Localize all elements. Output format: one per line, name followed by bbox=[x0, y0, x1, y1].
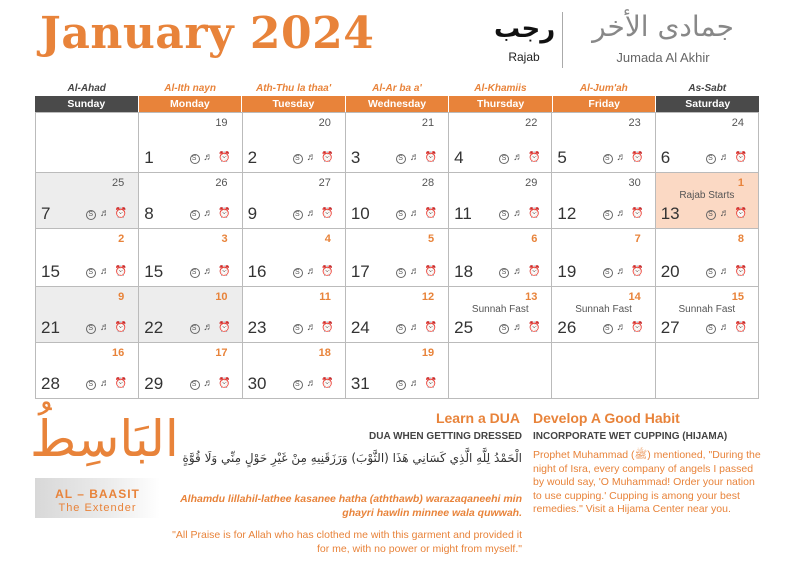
hijri-date: 18 bbox=[318, 347, 331, 359]
dua-translation: "All Praise is for Allah who has clothed me with this garment and provided it for me, with no power or might from myself." bbox=[172, 529, 522, 555]
prayer-icon: ♬ bbox=[203, 152, 215, 163]
gregorian-date: 19 bbox=[557, 262, 577, 281]
day-note: Sunnah Fast bbox=[471, 304, 529, 315]
day-icons bbox=[190, 152, 232, 164]
hijri-date: 17 bbox=[215, 347, 228, 359]
weekday-header: Wednesday bbox=[345, 96, 449, 112]
month-title: January 2024 bbox=[40, 8, 375, 59]
gregorian-date: 17 bbox=[350, 262, 370, 281]
weekday-header: Saturday bbox=[655, 96, 759, 112]
weekday-arabic: As-Sabt bbox=[688, 83, 727, 94]
gregorian-date: 12 bbox=[557, 204, 577, 223]
day-icons bbox=[86, 378, 128, 390]
hijri-date: 6 bbox=[531, 233, 538, 245]
gregorian-date: 28 bbox=[41, 374, 60, 393]
day-icons bbox=[499, 152, 541, 164]
hijri-date: 13 bbox=[525, 291, 538, 303]
gregorian-date: 18 bbox=[454, 262, 474, 281]
hijri-date: 11 bbox=[319, 291, 331, 303]
day-icons bbox=[706, 152, 748, 164]
calendar-day-cell bbox=[243, 287, 346, 343]
prayer-icon: ♬ bbox=[719, 322, 731, 333]
calendar-grid bbox=[35, 112, 759, 399]
logo-name: AL – BAASIT bbox=[55, 487, 140, 501]
day-icons bbox=[706, 322, 748, 334]
weekday-header: Thursday bbox=[448, 96, 552, 112]
prayer-icon: ♬ bbox=[513, 322, 525, 333]
sunnah-icon: S bbox=[396, 268, 406, 278]
prayer-icon: ♬ bbox=[203, 378, 215, 389]
prayer-icon: ♬ bbox=[203, 322, 215, 333]
calendar-day-cell bbox=[139, 343, 242, 399]
sunnah-icon: S bbox=[293, 210, 303, 220]
hijri-date: 30 bbox=[628, 177, 641, 189]
prayer-icon: ♬ bbox=[203, 208, 215, 219]
calendar-day-cell bbox=[346, 287, 449, 343]
prayer-icon: ♬ bbox=[409, 266, 421, 277]
hijri-date: 14 bbox=[628, 291, 641, 303]
alarm-icon: ⏰ bbox=[114, 322, 129, 333]
hijri-date: 10 bbox=[215, 291, 228, 303]
sunnah-icon: S bbox=[603, 324, 613, 334]
prayer-icon: ♬ bbox=[616, 322, 628, 333]
weekday-arabic: Ath-Thu la thaa' bbox=[255, 83, 332, 94]
calendar-day-cell bbox=[656, 113, 759, 173]
prayer-icon: ♬ bbox=[203, 266, 215, 277]
sunnah-icon: S bbox=[190, 268, 200, 278]
hijri-month2-arabic: جمادى الأخر bbox=[592, 10, 734, 43]
prayer-icon: ♬ bbox=[513, 208, 525, 219]
day-icons bbox=[293, 322, 335, 334]
dua-heading: Learn a DUA bbox=[435, 410, 520, 426]
calendar-day-cell bbox=[139, 287, 242, 343]
prayer-icon: ♬ bbox=[306, 378, 318, 389]
sunnah-icon: S bbox=[603, 210, 613, 220]
habit-text: Prophet Muhammad (ﷺ) mentioned, "During the night of Isra, every company of angels I passed by would say, 'O Muhammad! Order your nation to use cupping.' Cupping is among your best remedies." Visit a Hijama Center near you. bbox=[533, 449, 761, 515]
day-icons bbox=[293, 208, 335, 220]
sunnah-icon: S bbox=[396, 210, 406, 220]
calendar-day-cell bbox=[243, 113, 346, 173]
hijri-date: 26 bbox=[215, 177, 228, 189]
day-icons bbox=[396, 266, 438, 278]
prayer-icon: ♬ bbox=[719, 208, 731, 219]
weekday-arabic-row bbox=[35, 81, 759, 96]
hijri-date: 28 bbox=[421, 177, 435, 189]
alarm-icon: ⏰ bbox=[631, 322, 645, 333]
prayer-icon: ♬ bbox=[100, 322, 112, 333]
gregorian-date: 23 bbox=[247, 318, 267, 337]
calendar-day-cell bbox=[36, 343, 139, 399]
prayer-icon: ♬ bbox=[306, 208, 318, 219]
alarm-icon: ⏰ bbox=[734, 266, 748, 277]
sunnah-icon: S bbox=[706, 324, 716, 334]
header-divider bbox=[562, 12, 563, 68]
hijri-date: 23 bbox=[628, 117, 641, 129]
prayer-icon: ♬ bbox=[306, 266, 318, 277]
prayer-icon: ♬ bbox=[719, 266, 731, 277]
day-icons bbox=[190, 266, 232, 278]
day-icons bbox=[603, 152, 645, 164]
hijri-date: 5 bbox=[428, 233, 435, 245]
alarm-icon: ⏰ bbox=[631, 266, 645, 277]
alarm-icon: ⏰ bbox=[218, 266, 232, 277]
prayer-icon: ♬ bbox=[513, 266, 525, 277]
day-icons bbox=[190, 322, 232, 334]
gregorian-date: 6 bbox=[660, 148, 671, 167]
alarm-icon: ⏰ bbox=[114, 266, 129, 277]
gregorian-date: 9 bbox=[247, 204, 258, 223]
weekday-arabic: Al-Ahad bbox=[67, 83, 106, 94]
gregorian-date: 1 bbox=[144, 148, 154, 167]
gregorian-date: 29 bbox=[144, 374, 164, 393]
alarm-icon: ⏰ bbox=[321, 266, 335, 277]
prayer-icon: ♬ bbox=[306, 322, 318, 333]
alarm-icon: ⏰ bbox=[527, 152, 542, 163]
calendar-day-cell bbox=[36, 287, 139, 343]
gregorian-date: 4 bbox=[454, 148, 464, 167]
hijri-month-arabic: رجب bbox=[494, 14, 556, 44]
alarm-icon: ⏰ bbox=[321, 152, 335, 163]
sunnah-icon: S bbox=[293, 324, 303, 334]
sunnah-icon: S bbox=[190, 380, 200, 390]
sunnah-icon: S bbox=[396, 380, 406, 390]
gregorian-date: 5 bbox=[557, 148, 567, 167]
gregorian-date: 31 bbox=[350, 374, 370, 393]
prayer-icon: ♬ bbox=[409, 322, 421, 333]
hijri-date: 22 bbox=[525, 117, 538, 129]
hijri-date: 19 bbox=[421, 347, 435, 359]
alarm-icon: ⏰ bbox=[321, 208, 335, 219]
sunnah-icon: S bbox=[293, 268, 303, 278]
day-icons bbox=[499, 266, 541, 278]
day-icons bbox=[190, 208, 232, 220]
day-note: Rajab Starts bbox=[679, 190, 735, 201]
day-icons bbox=[396, 152, 438, 164]
hijri-date: 9 bbox=[118, 291, 125, 303]
prayer-icon: ♬ bbox=[616, 152, 628, 163]
calendar-day-cell bbox=[346, 343, 449, 399]
prayer-icon: ♬ bbox=[719, 152, 731, 163]
hijri-date: 8 bbox=[737, 233, 744, 245]
hijri-date: 1 bbox=[737, 177, 744, 189]
alarm-icon: ⏰ bbox=[734, 152, 748, 163]
weekday-arabic: Al-Ith nayn bbox=[164, 83, 216, 94]
sunnah-icon: S bbox=[396, 324, 406, 334]
calendar-day-cell bbox=[552, 173, 655, 229]
hijri-month2-english: Jumada Al Akhir bbox=[616, 50, 710, 65]
calendar-day-cell bbox=[243, 343, 346, 399]
calendar-day-cell bbox=[36, 229, 139, 287]
calendar-day-cell bbox=[656, 287, 759, 343]
prayer-icon: ♬ bbox=[100, 378, 112, 389]
alarm-icon: ⏰ bbox=[424, 378, 439, 389]
hijri-date: 15 bbox=[731, 291, 744, 303]
calendar-day-cell bbox=[243, 229, 346, 287]
day-icons bbox=[603, 208, 645, 220]
logo-meaning: The Extender bbox=[58, 502, 137, 514]
alarm-icon: ⏰ bbox=[527, 322, 542, 333]
gregorian-date: 3 bbox=[350, 148, 361, 167]
prayer-icon: ♬ bbox=[409, 378, 421, 389]
sunnah-icon: S bbox=[190, 210, 200, 220]
gregorian-date: 16 bbox=[247, 262, 267, 281]
calendar-cell-empty bbox=[449, 343, 552, 399]
hijri-month-english: Rajab bbox=[508, 50, 540, 64]
sunnah-icon: S bbox=[293, 380, 303, 390]
alarm-icon: ⏰ bbox=[218, 322, 232, 333]
day-icons bbox=[86, 322, 128, 334]
gregorian-date: 20 bbox=[660, 262, 680, 281]
habit-subheading: INCORPORATE WET CUPPING (HIJAMA) bbox=[533, 431, 728, 442]
day-icons bbox=[396, 208, 438, 220]
calendar-day-cell bbox=[346, 173, 449, 229]
alarm-icon: ⏰ bbox=[424, 266, 439, 277]
calendar-day-cell bbox=[346, 113, 449, 173]
sunnah-icon: S bbox=[190, 324, 200, 334]
day-icons bbox=[293, 378, 335, 390]
gregorian-date: 22 bbox=[144, 318, 164, 337]
alarm-icon: ⏰ bbox=[527, 266, 542, 277]
sunnah-icon: S bbox=[603, 154, 613, 164]
gregorian-date: 2 bbox=[247, 148, 258, 167]
sunnah-icon: S bbox=[603, 268, 613, 278]
logo-calligraphy: البَاسِطُ bbox=[30, 410, 179, 468]
sunnah-icon: S bbox=[293, 154, 303, 164]
prayer-icon: ♬ bbox=[100, 266, 112, 277]
calendar-day-cell bbox=[449, 287, 552, 343]
day-icons bbox=[396, 322, 438, 334]
calendar-day-cell bbox=[139, 113, 242, 173]
prayer-icon: ♬ bbox=[513, 152, 525, 163]
gregorian-date: 24 bbox=[350, 318, 370, 337]
calendar-day-cell bbox=[449, 173, 552, 229]
day-icons bbox=[396, 378, 438, 390]
weekday-header: Sunday bbox=[35, 96, 138, 112]
alarm-icon: ⏰ bbox=[631, 152, 645, 163]
day-icons bbox=[603, 266, 645, 278]
weekday-header-row bbox=[35, 96, 759, 112]
gregorian-date: 15 bbox=[144, 262, 164, 281]
sunnah-icon: S bbox=[86, 268, 96, 278]
gregorian-date: 26 bbox=[557, 318, 577, 337]
hijri-date: 20 bbox=[318, 117, 331, 129]
hijri-date: 29 bbox=[525, 177, 538, 189]
calendar-day-cell bbox=[346, 229, 449, 287]
gregorian-date: 15 bbox=[41, 262, 60, 281]
sunnah-icon: S bbox=[706, 268, 716, 278]
gregorian-date: 27 bbox=[660, 318, 680, 337]
alarm-icon: ⏰ bbox=[424, 152, 439, 163]
hijri-date: 7 bbox=[634, 233, 641, 245]
hijri-date: 2 bbox=[118, 233, 125, 245]
calendar-cell-empty bbox=[36, 113, 139, 173]
prayer-icon: ♬ bbox=[616, 266, 628, 277]
day-icons bbox=[86, 266, 128, 278]
sunnah-icon: S bbox=[499, 210, 509, 220]
day-icons bbox=[499, 322, 541, 334]
calendar-day-cell bbox=[552, 113, 655, 173]
hijri-date: 24 bbox=[731, 117, 744, 129]
alarm-icon: ⏰ bbox=[114, 378, 129, 389]
alarm-icon: ⏰ bbox=[424, 322, 439, 333]
weekday-arabic: Al-Jum'ah bbox=[579, 83, 628, 94]
gregorian-date: 7 bbox=[41, 204, 51, 223]
alarm-icon: ⏰ bbox=[218, 208, 232, 219]
hijri-date: 3 bbox=[221, 233, 228, 245]
calendar-day-cell bbox=[552, 229, 655, 287]
calendar-day-cell bbox=[449, 229, 552, 287]
sunnah-icon: S bbox=[86, 210, 96, 220]
gregorian-date: 30 bbox=[247, 374, 267, 393]
calendar-day-cell bbox=[449, 113, 552, 173]
hijri-date: 16 bbox=[112, 347, 125, 359]
weekday-arabic: Al-Khamiis bbox=[474, 83, 527, 94]
sunnah-icon: S bbox=[499, 268, 509, 278]
day-icons bbox=[706, 208, 748, 220]
alarm-icon: ⏰ bbox=[424, 208, 439, 219]
hijri-date: 27 bbox=[318, 177, 331, 189]
calendar-day-cell bbox=[139, 173, 242, 229]
sunnah-icon: S bbox=[190, 154, 200, 164]
alarm-icon: ⏰ bbox=[114, 208, 129, 219]
calendar-day-cell bbox=[243, 173, 346, 229]
weekday-arabic: Al-Ar ba a' bbox=[372, 83, 422, 94]
weekday-header: Friday bbox=[552, 96, 656, 112]
sunnah-icon: S bbox=[706, 210, 716, 220]
gregorian-date: 11 bbox=[454, 204, 472, 223]
sunnah-icon: S bbox=[396, 154, 406, 164]
weekday-header: Monday bbox=[138, 96, 242, 112]
calendar-cell-empty bbox=[656, 343, 759, 399]
day-icons bbox=[86, 208, 128, 220]
prayer-icon: ♬ bbox=[409, 152, 421, 163]
day-icons bbox=[293, 152, 335, 164]
sunnah-icon: S bbox=[499, 154, 509, 164]
hijri-date: 21 bbox=[421, 117, 435, 129]
day-icons bbox=[293, 266, 335, 278]
prayer-icon: ♬ bbox=[409, 208, 421, 219]
sunnah-icon: S bbox=[86, 380, 96, 390]
gregorian-date: 21 bbox=[41, 318, 60, 337]
alarm-icon: ⏰ bbox=[734, 208, 748, 219]
day-icons bbox=[706, 266, 748, 278]
day-note: Sunnah Fast bbox=[575, 304, 632, 315]
prayer-icon: ♬ bbox=[306, 152, 318, 163]
prayer-icon: ♬ bbox=[616, 208, 628, 219]
alarm-icon: ⏰ bbox=[734, 322, 748, 333]
hijri-date: 12 bbox=[421, 291, 435, 303]
day-icons bbox=[603, 322, 645, 334]
hijri-date: 19 bbox=[215, 117, 228, 129]
calendar-day-cell bbox=[36, 173, 139, 229]
dua-subheading: DUA WHEN GETTING DRESSED bbox=[369, 431, 522, 442]
calendar-cell-empty bbox=[552, 343, 655, 399]
hijri-date: 25 bbox=[112, 177, 125, 189]
day-icons bbox=[499, 208, 541, 220]
sunnah-icon: S bbox=[86, 324, 96, 334]
alarm-icon: ⏰ bbox=[218, 378, 232, 389]
prayer-icon: ♬ bbox=[100, 208, 112, 219]
gregorian-date: 13 bbox=[660, 204, 680, 223]
calendar-day-cell bbox=[656, 173, 759, 229]
alarm-icon: ⏰ bbox=[321, 322, 335, 333]
hijri-date: 4 bbox=[324, 233, 331, 245]
calendar-day-cell bbox=[139, 229, 242, 287]
alarm-icon: ⏰ bbox=[218, 152, 232, 163]
day-icons bbox=[190, 378, 232, 390]
weekday-header: Tuesday bbox=[241, 96, 345, 112]
gregorian-date: 10 bbox=[350, 204, 370, 223]
dua-arabic: الْحَمْدُ لِلَّهِ الَّذِي كَسَانِي هَذَا (الثَّوْبَ) وَرَزَقَنِيهِ مِنْ غَيْرِ حَوْلٍ مِنِّي وَلَا قُوَّةٍ bbox=[182, 451, 522, 465]
gregorian-date: 25 bbox=[454, 318, 474, 337]
calendar-day-cell bbox=[552, 287, 655, 343]
dua-transliteration: Alhamdu lillahil-lathee kasanee hatha (aththawb) warazaqaneehi min ghayri hawlin minnee wala quwwah. bbox=[180, 493, 522, 519]
gregorian-date: 8 bbox=[144, 204, 154, 223]
calendar-day-cell bbox=[656, 229, 759, 287]
alarm-icon: ⏰ bbox=[321, 378, 335, 389]
habit-heading: Develop A Good Habit bbox=[533, 410, 680, 426]
alarm-icon: ⏰ bbox=[527, 208, 542, 219]
alarm-icon: ⏰ bbox=[631, 208, 645, 219]
sunnah-icon: S bbox=[706, 154, 716, 164]
sunnah-icon: S bbox=[499, 324, 509, 334]
day-note: Sunnah Fast bbox=[678, 304, 736, 315]
calendar bbox=[35, 81, 759, 399]
